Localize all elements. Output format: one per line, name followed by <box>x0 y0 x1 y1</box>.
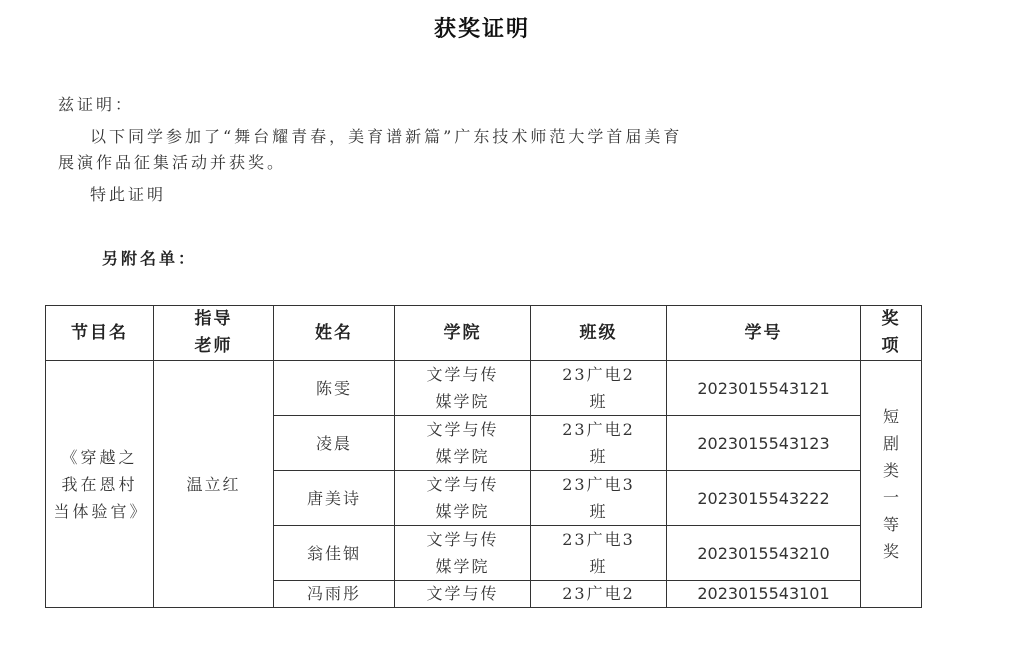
header-college: 学院 <box>395 306 531 361</box>
greeting-text: 兹证明： <box>58 95 135 114</box>
student-id: 2023015543210 <box>667 526 861 581</box>
student-name: 翁佳铟 <box>274 526 395 581</box>
header-class: 班级 <box>531 306 667 361</box>
paragraph-line-2: 展演作品征集活动并获奖。 <box>58 153 287 172</box>
student-id: 2023015543121 <box>667 361 861 416</box>
table-row <box>46 361 922 416</box>
college-line1: 文学与传 <box>426 420 499 439</box>
header-award-line2: 项 <box>881 336 901 356</box>
header-award <box>861 306 922 361</box>
college-line1: 文学与传 <box>426 365 499 384</box>
college-cell <box>395 416 531 471</box>
class-line2: 班 <box>589 557 608 576</box>
paragraph-line-1: 以下同学参加了“舞台耀青春，美育谱新篇”广东技术师范大学首届美育 <box>90 127 683 146</box>
program-cell <box>46 361 154 608</box>
award-cell <box>861 361 922 608</box>
advisor-cell: 温立红 <box>154 361 274 608</box>
college-line2: 媒学院 <box>435 447 490 466</box>
award-text: 短剧类一等奖 <box>882 407 899 561</box>
college-cell <box>395 471 531 526</box>
header-award-line1: 奖 <box>881 309 901 329</box>
college-cell <box>395 361 531 416</box>
class-cell <box>531 361 667 416</box>
class-cell <box>531 416 667 471</box>
class-cell <box>531 471 667 526</box>
student-id: 2023015543123 <box>667 416 861 471</box>
class-cell: 23广电2 <box>531 581 667 608</box>
award-table <box>45 305 922 608</box>
student-name: 冯雨彤 <box>274 581 395 608</box>
college-line2: 媒学院 <box>435 502 490 521</box>
college-cell <box>395 526 531 581</box>
class-cell <box>531 526 667 581</box>
class-line1: 23广电3 <box>562 475 635 494</box>
table-header-row <box>46 306 922 361</box>
class-line1: 23广电2 <box>562 365 635 384</box>
header-advisor-line2: 老师 <box>194 336 233 356</box>
student-name: 凌晨 <box>274 416 395 471</box>
closing-text: 特此证明 <box>90 185 167 204</box>
class-line2: 班 <box>589 502 608 521</box>
header-program: 节目名 <box>46 306 154 361</box>
college-line2: 媒学院 <box>435 392 490 411</box>
header-advisor-line1: 指导 <box>194 309 233 329</box>
student-name: 唐美诗 <box>274 471 395 526</box>
college-cell: 文学与传 <box>395 581 531 608</box>
college-line1: 文学与传 <box>426 475 499 494</box>
college-line2: 媒学院 <box>435 557 490 576</box>
program-name: 《穿越之我在恩村当体验官》 <box>53 447 149 521</box>
header-advisor <box>154 306 274 361</box>
student-name: 陈雯 <box>274 361 395 416</box>
document-title: 获奖证明 <box>433 17 530 42</box>
class-line2: 班 <box>589 392 608 411</box>
student-id: 2023015543101 <box>667 581 861 608</box>
class-line1: 23广电3 <box>562 530 635 549</box>
class-line1: 23广电2 <box>562 420 635 439</box>
class-line2: 班 <box>589 447 608 466</box>
student-id: 2023015543222 <box>667 471 861 526</box>
college-line1: 文学与传 <box>426 530 499 549</box>
attachment-label: 另附名单： <box>102 249 198 268</box>
header-student-id: 学号 <box>667 306 861 361</box>
header-name: 姓名 <box>274 306 395 361</box>
